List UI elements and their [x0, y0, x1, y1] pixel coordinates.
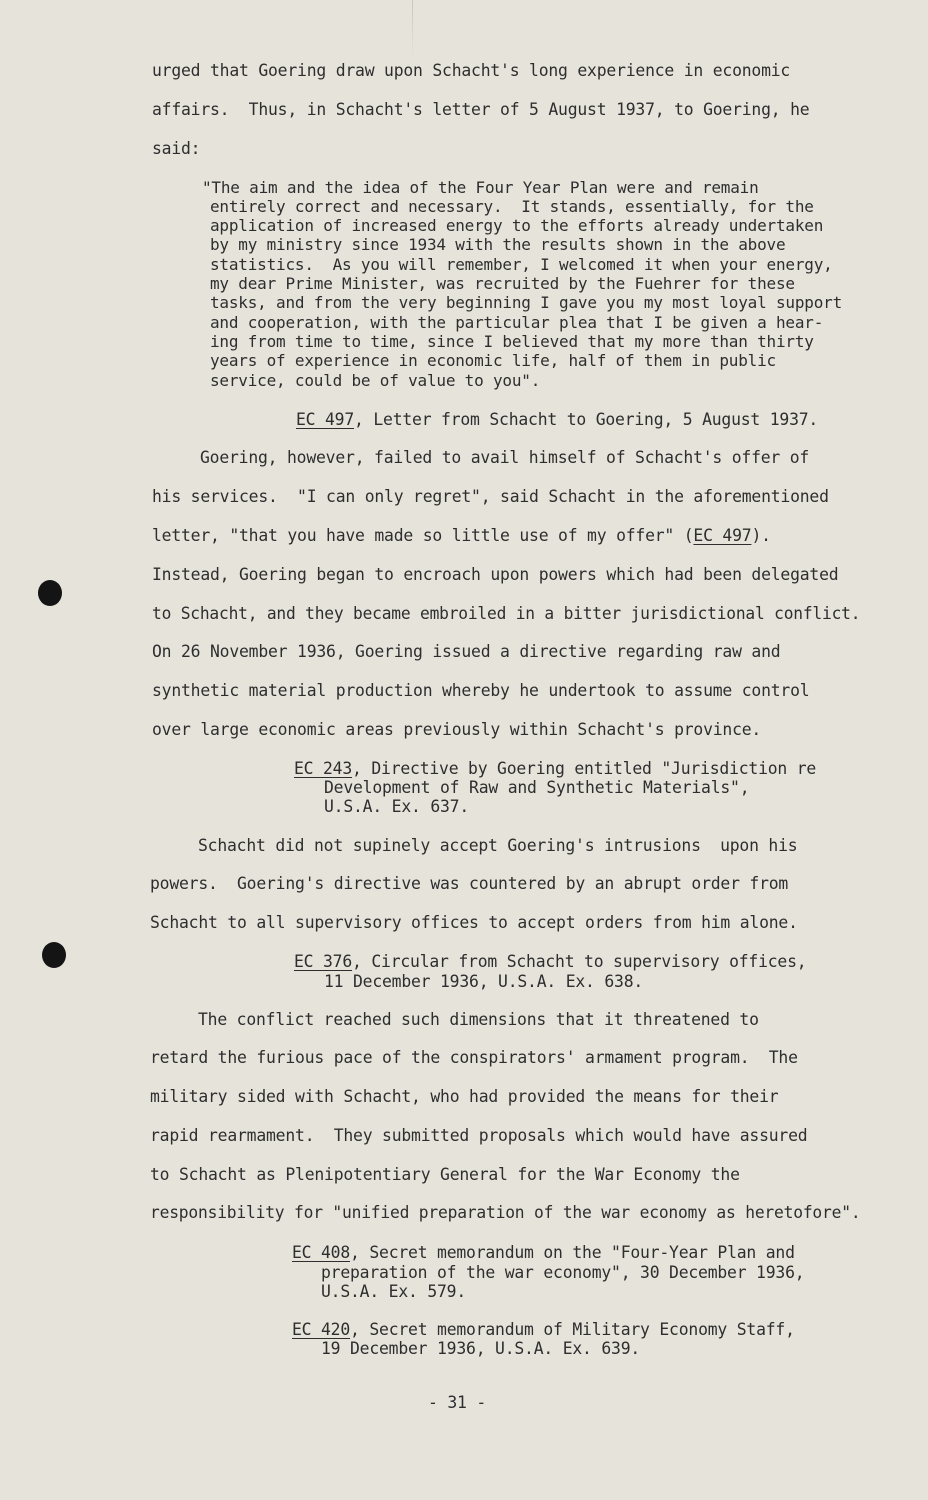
text-line: over large economic areas previously within Schacht's province. — [152, 720, 762, 739]
text-line: retard the furious pace of the conspirators' armament program. The — [150, 1048, 798, 1067]
citation-text: preparation of the war economy", 30 December 1936, — [321, 1263, 805, 1282]
text-line: affairs. Thus, in Schacht's letter of 5 August 1937, to Goering, he — [152, 100, 810, 119]
quote-line: statistics. As you will remember, I welcomed it when your energy, — [210, 255, 833, 274]
citation-text: Development of Raw and Synthetic Materials", — [324, 778, 750, 797]
citation-text: , Circular from Schacht to supervisory offices, — [352, 952, 807, 971]
text-line: his services. "I can only regret", said Schacht in the aforementioned — [152, 487, 829, 506]
exhibit-reference: EC 376 — [294, 952, 353, 971]
quote-line: tasks, and from the very beginning I gave you my most loyal support — [210, 293, 842, 312]
quote-line: by my ministry since 1934 with the results shown in the above — [210, 235, 786, 254]
text-line: Goering, however, failed to avail himself of Schacht's offer of — [200, 448, 810, 467]
citation-text: , Directive by Goering entitled "Jurisdiction re — [352, 759, 817, 778]
quote-line: my dear Prime Minister, was recruited by the Fuehrer for these — [210, 274, 795, 293]
citation-text: , Secret memorandum on the "Four-Year Plan and — [350, 1243, 795, 1262]
text-line: rapid rearmament. They submitted proposals which would have assured — [150, 1126, 808, 1145]
text-line: Instead, Goering began to encroach upon powers which had been delegated — [152, 565, 839, 584]
citation-text: , Secret memorandum of Military Economy Staff, — [350, 1320, 795, 1339]
citation-text: 11 December 1936, U.S.A. Ex. 638. — [324, 972, 644, 991]
text-line: Schacht did not supinely accept Goering's intrusions upon his — [198, 836, 798, 855]
quote-line: "The aim and the idea of the Four Year Plan were and remain — [202, 178, 759, 197]
text-line: responsibility for "unified preparation of the war economy as heretofore". — [150, 1203, 861, 1222]
citation-text: U.S.A. Ex. 637. — [324, 797, 470, 816]
text-line: to Schacht, and they became embroiled in a bitter jurisdictional conflict. — [152, 604, 861, 623]
paper-fold-mark — [412, 0, 413, 60]
exhibit-reference: EC 497 — [296, 410, 355, 429]
text-line: Schacht to all supervisory offices to accept orders from him alone. — [150, 913, 798, 932]
text-line: On 26 November 1936, Goering issued a directive regarding raw and — [152, 642, 781, 661]
punch-hole-icon — [38, 580, 62, 606]
citation-ec-497 — [296, 410, 818, 429]
text-line: synthetic material production whereby he undertook to assume control — [152, 681, 810, 700]
quote-line: service, could be of value to you". — [210, 371, 541, 390]
quote-line: ing from time to time, since I believed that my more than thirty — [210, 332, 814, 351]
quote-line: years of experience in economic life, half of them in public — [210, 351, 776, 370]
citation-text: , Letter from Schacht to Goering, 5 August 1937. — [354, 410, 819, 429]
text-line: powers. Goering's directive was countered by an abrupt order from — [150, 874, 789, 893]
citation-text: 19 December 1936, U.S.A. Ex. 639. — [321, 1339, 641, 1358]
quote-line: and cooperation, with the particular plea that I be given a hear- — [210, 313, 824, 332]
exhibit-reference: EC 497 — [693, 526, 752, 545]
exhibit-reference: EC 408 — [292, 1243, 351, 1262]
text-line: The conflict reached such dimensions that it threatened to — [198, 1010, 759, 1029]
quote-line: entirely correct and necessary. It stands, essentially, for the — [210, 197, 814, 216]
page-number: - 31 - — [428, 1393, 487, 1412]
punch-hole-icon — [42, 942, 66, 968]
exhibit-reference: EC 420 — [292, 1320, 351, 1339]
text-line: military sided with Schacht, who had provided the means for their — [150, 1087, 779, 1106]
text-line: said: — [152, 139, 201, 158]
exhibit-reference: EC 243 — [294, 759, 353, 778]
citation-text: U.S.A. Ex. 579. — [321, 1282, 467, 1301]
text-line: letter, "that you have made so little use of my offer" (EC 497). — [152, 526, 771, 545]
text-line: to Schacht as Plenipotentiary General for the War Economy the — [150, 1165, 740, 1184]
quote-line: application of increased energy to the efforts already undertaken — [210, 216, 824, 235]
text-line: urged that Goering draw upon Schacht's long experience in economic — [152, 61, 791, 80]
